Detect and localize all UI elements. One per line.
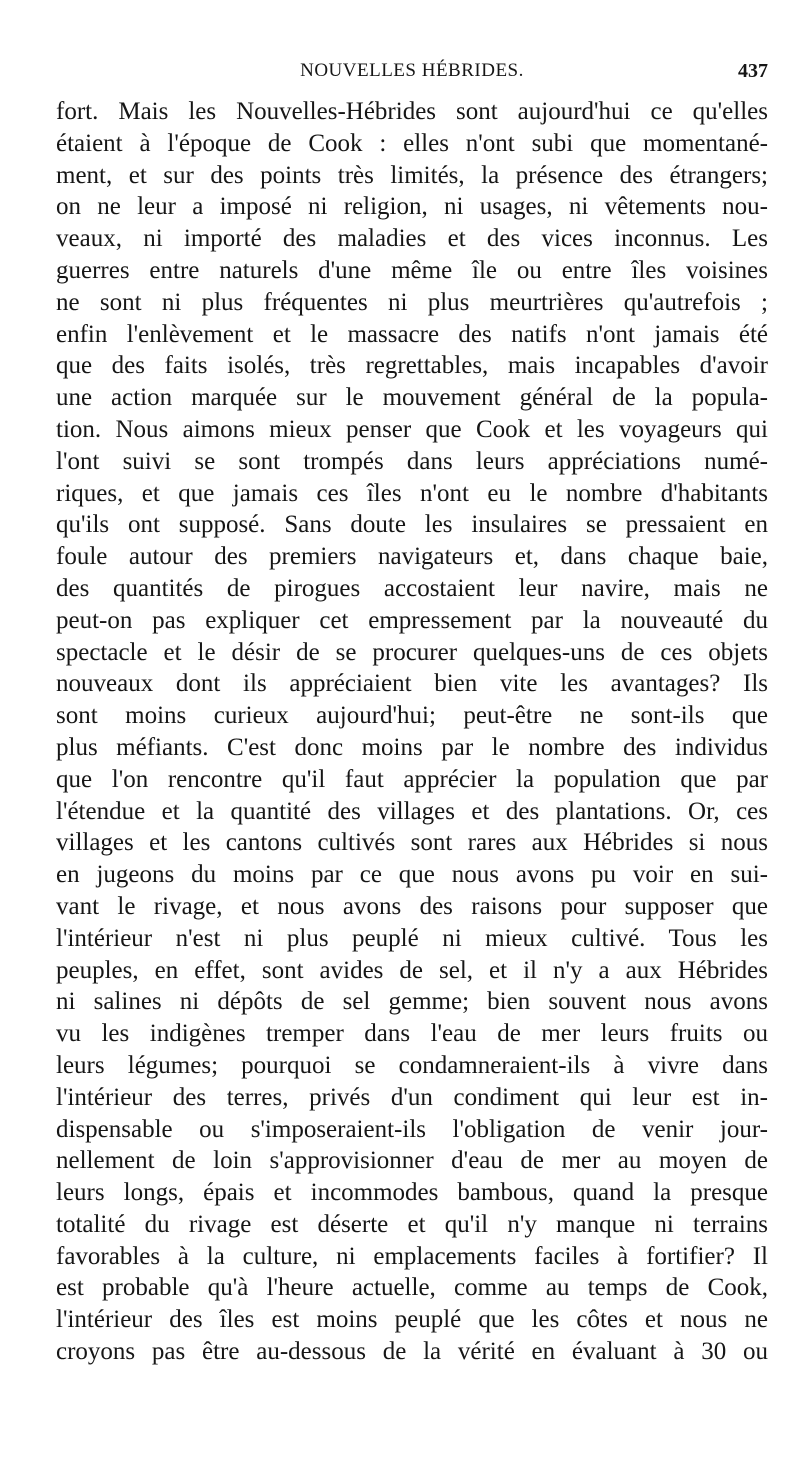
text-line: ni salines ni dépôts de sel gemme; bien souvent nous avons — [56, 988, 768, 1016]
text-line: des quantités de pirogues accostaient leur navire, mais ne — [56, 574, 768, 602]
text-line: l'intérieur des îles est moins peuplé que les côtes et nous ne — [56, 1306, 768, 1334]
text-line: riques, et que jamais ces îles n'ont eu le nombre d'habitants — [56, 479, 768, 507]
text-line: que des faits isolés, très regrettables, mais incapables d'avoir — [56, 352, 768, 380]
text-line: l'intérieur n'est ni plus peuplé ni mieux cultivé. Tous les — [56, 924, 768, 952]
text-line: leurs légumes; pourquoi se condamneraient-ils à vivre dans — [56, 1051, 768, 1079]
text-line: on ne leur a imposé ni religion, ni usages, ni vêtements nou- — [56, 193, 768, 221]
text-line: est probable qu'à l'heure actuelle, comme au temps de Cook, — [56, 1274, 768, 1302]
text-line: tion. Nous aimons mieux penser que Cook et les voyageurs qui — [56, 415, 768, 443]
text-line: nellement de loin s'approvisionner d'eau de mer au moyen de — [56, 1147, 768, 1175]
text-line: l'intérieur des terres, privés d'un condiment qui leur est in- — [56, 1083, 768, 1111]
page-number: 437 — [738, 60, 768, 82]
text-line: étaient à l'époque de Cook : elles n'ont subi que momentané- — [56, 129, 768, 157]
text-line: enfin l'enlèvement et le massacre des natifs n'ont jamais été — [56, 320, 768, 348]
text-line: une action marquée sur le mouvement général de la popula- — [56, 384, 768, 412]
text-line: vu les indigènes tremper dans l'eau de mer leurs fruits ou — [56, 1020, 768, 1048]
running-head — [56, 60, 768, 88]
text-line: l'étendue et la quantité des villages et des plantations. Or, ces — [56, 797, 768, 825]
text-line: croyons pas être au-dessous de la vérité en évaluant à 30 ou — [56, 1338, 768, 1366]
text-line: peuples, en effet, sont avides de sel, et il n'y a aux Hébrides — [56, 956, 768, 984]
text-line: que l'on rencontre qu'il faut apprécier la population que par — [56, 765, 768, 793]
text-line: dispensable ou s'imposeraient-ils l'obligation de venir jour- — [56, 1115, 768, 1143]
body-text — [56, 96, 768, 1368]
text-line: fort. Mais les Nouvelles-Hébrides sont aujourd'hui ce qu'elles — [56, 98, 768, 125]
text-line: l'ont suivi se sont trompés dans leurs appréciations numé- — [56, 447, 768, 475]
running-title: NOUVELLES HÉBRIDES. — [300, 60, 524, 81]
text-line: peut-on pas expliquer cet empressement par la nouveauté du — [56, 606, 768, 634]
text-line: totalité du rivage est déserte et qu'il n'y manque ni terrains — [56, 1210, 768, 1238]
text-line: en jugeons du moins par ce que nous avons pu voir en sui- — [56, 861, 768, 889]
text-line: plus méfiants. C'est donc moins par le nombre des individus — [56, 733, 768, 761]
text-line: qu'ils ont supposé. Sans doute les insulaires se pressaient en — [56, 511, 768, 539]
text-line: veaux, ni importé des maladies et des vices inconnus. Les — [56, 225, 768, 253]
text-line: nouveaux dont ils appréciaient bien vite les avantages? Ils — [56, 670, 768, 698]
text-line: ment, et sur des points très limités, la présence des étrangers; — [56, 161, 768, 189]
text-line: ne sont ni plus fréquentes ni plus meurtrières qu'autrefois ; — [56, 288, 768, 316]
text-line: spectacle et le désir de se procurer quelques-uns de ces objets — [56, 638, 768, 666]
text-line: sont moins curieux aujourd'hui; peut-être ne sont-ils que — [56, 702, 768, 730]
text-line: favorables à la culture, ni emplacements faciles à fortifier? Il — [56, 1242, 768, 1270]
text-line: villages et les cantons cultivés sont rares aux Hébrides si nous — [56, 829, 768, 857]
text-line: leurs longs, épais et incommodes bambous, quand la presque — [56, 1179, 768, 1207]
text-line: foule autour des premiers navigateurs et, dans chaque baie, — [56, 543, 768, 571]
text-line: vant le rivage, et nous avons des raisons pour supposer que — [56, 892, 768, 920]
text-line: guerres entre naturels d'une même île ou entre îles voisines — [56, 256, 768, 284]
